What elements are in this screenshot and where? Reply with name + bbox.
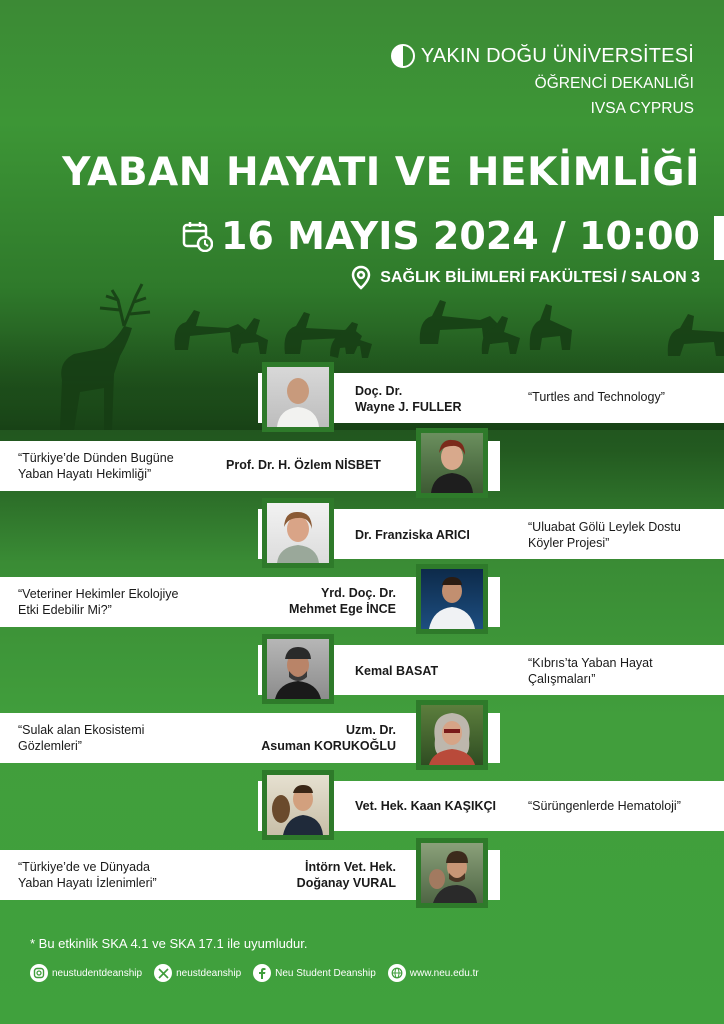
ivsa-label: IVSA CYPRUS — [590, 100, 694, 117]
speaker-name: Uzm. Dr. Asuman KORUKOĞLU — [261, 723, 396, 753]
globe-icon — [388, 964, 406, 982]
speaker-name: Vet. Hek. Kaan KAŞIKÇI — [355, 799, 497, 813]
speaker-photo — [267, 503, 329, 563]
speaker-photo-frame — [262, 498, 334, 568]
speaker-photo — [421, 843, 483, 903]
speaker-name: Yrd. Doç. Dr. Mehmet Ege İNCE — [289, 586, 396, 616]
x-icon — [154, 964, 172, 982]
speaker-name: İntörn Vet. Hek. Doğanay VURAL — [296, 860, 396, 890]
x-handle: neustdeanship — [176, 967, 242, 979]
talk-topic: “Sulak alan Ekosistemi Gözlemleri” — [18, 723, 145, 753]
talk-topic: “Sürüngenlerde Hematoloji” — [528, 799, 681, 813]
speaker-photo-frame — [416, 564, 488, 634]
university-logo-icon — [391, 44, 415, 68]
event-date-row — [181, 214, 700, 258]
speaker-name: Kemal BASAT — [355, 664, 439, 678]
speaker-photo — [267, 775, 329, 835]
speaker-photo-frame — [416, 428, 488, 498]
instagram-handle: neustudentdeanship — [52, 967, 143, 979]
website-link[interactable] — [388, 964, 479, 982]
speaker-photo — [421, 433, 483, 493]
talk-topic: “Turtles and Technology” — [528, 390, 665, 404]
organization-block — [391, 44, 694, 118]
facebook-handle: Neu Student Deanship — [275, 967, 376, 979]
speaker-photo — [267, 639, 329, 699]
instagram-link[interactable] — [30, 964, 142, 982]
speaker-name: Prof. Dr. H. Özlem NİSBET — [226, 458, 381, 472]
speaker-photo — [267, 367, 329, 427]
sdg-note: * Bu etkinlik SKA 4.1 ve SKA 17.1 ile uyumludur. — [30, 936, 308, 951]
social-links — [30, 964, 479, 982]
event-venue: SAĞLIK BİLİMLERİ FAKÜLTESİ / SALON 3 — [380, 269, 700, 286]
university-name: YAKIN DOĞU ÜNİVERSİTESİ — [420, 44, 694, 67]
facebook-icon — [253, 964, 271, 982]
date-accent-bar — [714, 216, 724, 260]
speaker-photo-frame — [416, 838, 488, 908]
event-title: YABAN HAYATI VE HEKİMLİĞİ — [62, 150, 700, 195]
speaker-photo-frame — [262, 362, 334, 432]
talk-topic: “Uluabat Gölü Leylek Dostu Köyler Projesi” — [528, 520, 681, 550]
website-url: www.neu.edu.tr — [409, 967, 479, 979]
speaker-name: Doç. Dr. Wayne J. FULLER — [355, 384, 462, 414]
event-date: 16 MAYIS 2024 / 10:00 — [220, 214, 700, 258]
talk-topic: “Kıbrıs’ta Yaban Hayat Çalışmaları” — [528, 656, 653, 686]
speaker-name: Dr. Franziska ARICI — [355, 528, 470, 542]
x-link[interactable] — [154, 964, 241, 982]
event-venue-row — [350, 265, 700, 291]
talk-topic: “Veteriner Hekimler Ekolojiye Etki Edebilir Mi?” — [18, 587, 179, 617]
speaker-photo — [421, 569, 483, 629]
calendar-clock-icon — [181, 220, 213, 252]
instagram-icon — [30, 964, 48, 982]
location-pin-icon — [350, 265, 372, 291]
talk-topic: “Türkiye’de ve Dünyada Yaban Hayatı İzlenimleri” — [18, 860, 157, 890]
speaker-photo-frame — [416, 700, 488, 770]
talk-topic: “Türkiye’de Dünden Bugüne Yaban Hayatı Hekimliği” — [18, 451, 174, 481]
speaker-photo-frame — [262, 770, 334, 840]
speaker-photo-frame — [262, 634, 334, 704]
speaker-photo — [421, 705, 483, 765]
student-deanship-label: ÖĞRENCİ DEKANLIĞI — [534, 75, 694, 92]
facebook-link[interactable] — [253, 964, 376, 982]
